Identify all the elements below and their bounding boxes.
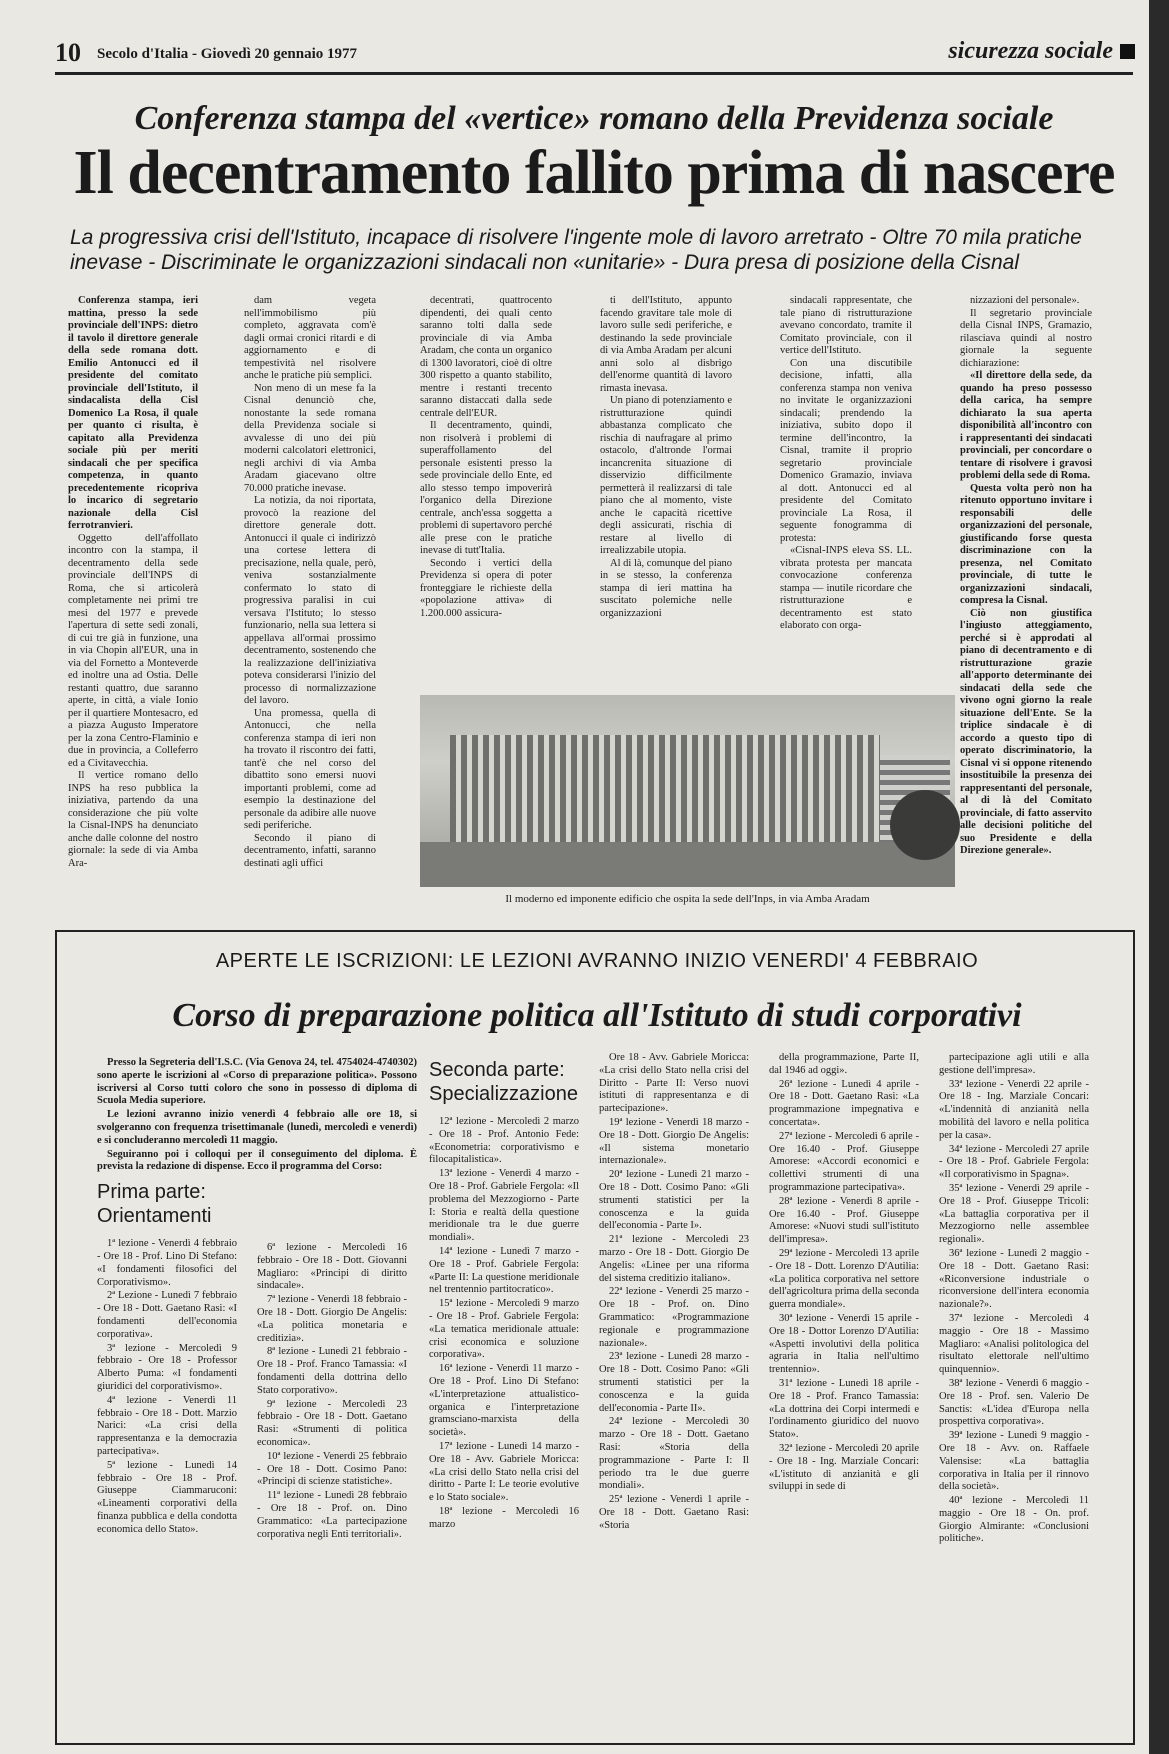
article-paragraph: «Cisnal-INPS eleva SS. LL. vibrata protesta per mancata convocazione conferenza stampa — inutile ricordare che ristrutturazione e decentramento est stato elaborato con orga-: [780, 545, 912, 631]
lesson-entry: 1ª lezione - Venerdì 4 febbraio - Ore 18 - Prof. Lino Di Stefano: «I fondamenti filosofici del Corporativismo».: [97, 1238, 237, 1288]
lesson-entry: 11ª lezione - Lunedì 28 febbraio - Ore 18 - Prof. on. Dino Grammatico: «La partecipazione corporativa negli Enti territoriali».: [257, 1490, 407, 1540]
course-column-3: [429, 1052, 579, 1737]
article-paragraph: Una promessa, quella di Antonucci, che nella conferenza stampa di ieri non ha trovato il riscontro dei fatti, tant'è che nel corso del dibattito sono emersi nuovi importanti problemi, come ad esempio la destinazione del personale da adibire alle nuove sedi periferiche.: [244, 707, 376, 831]
course-intro-paragraph: Seguiranno poi i colloqui per il conseguimento del diploma. È prevista la redazione di dispense. Ecco il programma del Corso:: [97, 1148, 417, 1173]
photo-caption: Il moderno ed imponente edificio che ospita la sede dell'Inps, in via Amba Aradam: [505, 893, 870, 905]
lesson-entry: 29ª lezione - Mercoledì 13 aprile - Ore 18 - Dott. Lorenzo D'Autilia: «La politica corporativa nel settore dell'agricoltura prima della seconda guerra mondiale».: [769, 1247, 919, 1311]
lesson-entry: 28ª lezione - Venerdì 8 aprile - Ore 16.40 - Prof. Giuseppe Amorese: «Nuovi studi sull'istituto dell'impresa».: [769, 1195, 919, 1246]
page-number: 10: [55, 38, 81, 67]
article-column-5: [780, 295, 912, 631]
course-column-5: [769, 1052, 919, 1737]
photo-ground: [420, 842, 955, 887]
lesson-entry: 39ª lezione - Lunedì 9 maggio - Ore 18 - Avv. on. Raffaele Valensise: «La battaglia corporativa in Italia per il rinnovo della società».: [939, 1430, 1089, 1493]
lesson-entry: 7ª lezione - Venerdì 18 febbraio - Ore 18 - Dott. Giorgio De Angelis: «La politica monetaria e creditizia».: [257, 1294, 407, 1344]
lesson-entry: 23ª lezione - Lunedì 28 marzo - Ore 18 - Dott. Cosimo Pano: «Gli strumenti statistici per la conoscenza e la guida dell'economia - Parte II».: [599, 1351, 749, 1414]
header-rule: [55, 72, 1133, 75]
article-subhead: La progressiva crisi dell'Istituto, incapace di risolvere l'ingente mole di lavoro arretrato - Oltre 70 mila pratiche inevase - Discriminate le organizzazioni sindacali non «unitarie» - Dura presa di posizione della Cisnal: [70, 226, 1082, 274]
article-paragraph: Conferenza stampa, ieri mattina, presso la sede provinciale dell'INPS: dietro il tavolo il direttore generale della sede romana dott. Emilio Antonucci ed il presidente del comitato provinciale dell'Istituto, il sindacalista della Cisl Domenico La Rosa, il quale per quanto ci risulta, è capitato alla Previdenza sociale più per meriti sindacali che per specifica competenza, in quanto precedentemente ricopriva lo incarico di segretario nazionale della Cisl ferrotranvieri.: [68, 295, 198, 531]
lesson-entry: 2ª Lezione - Lunedì 7 febbraio - Ore 18 - Dott. Gaetano Rasi: «I fondamenti dell'economia corporativa».: [97, 1290, 237, 1340]
course-intro-paragraph: Presso la Segreteria dell'I.S.C. (Via Genova 24, tel. 4754024-4740302) sono aperte le iscrizioni al «Corso di preparazione politica». Possono iscriversi al Corso tutti coloro che sono in possesso di diploma di Scuola Media superiore.: [97, 1057, 417, 1107]
lesson-entry: 9ª lezione - Mercoledì 23 febbraio - Ore 18 - Dott. Gaetano Rasi: «Strumenti di politica economica».: [257, 1398, 407, 1448]
lesson-entry: 12ª lezione - Mercoledì 2 marzo - Ore 18 - Prof. Antonio Fede: «Econometria: corporativismo e filocapitalistica».: [429, 1116, 579, 1166]
lessons-list-6: [939, 1052, 1089, 1546]
lesson-entry: della programmazione, Parte II, dal 1946 ad oggi».: [769, 1052, 919, 1076]
article-paragraph: «Il direttore della sede, da quando ha preso possesso della carica, ha sempre dichiarato la sua aperta disponibilità all'incontro con i rappresentanti dei sindacati provinciali, per concordare o tentare di risolvere i gravosi problemi della sede di Roma.: [960, 370, 1092, 481]
lessons-list-2: [257, 1242, 407, 1541]
photo-tree: [890, 790, 960, 860]
lessons-list-3: [429, 1116, 579, 1532]
lesson-entry: 13ª lezione - Venerdì 4 marzo - Ore 18 - Prof. Gabriele Fergola: «Il problema del Mezzogiorno - Parte I: Storia e realtà della questione meridionale tra le due guerre mondiali».: [429, 1168, 579, 1244]
lesson-entry: partecipazione agli utili e alla gestione dell'impresa».: [939, 1052, 1089, 1076]
lesson-entry: 4ª lezione - Venerdì 11 febbraio - Ore 18 - Dott. Marzio Narici: «La crisi della rappresentanza e la democrazia partecipativa».: [97, 1394, 237, 1457]
lesson-entry: 6ª lezione - Mercoledì 16 febbraio - Ore 18 - Dott. Giovanni Magliaro: «Principi di diritto sindacale».: [257, 1242, 407, 1292]
lesson-entry: 8ª lezione - Lunedì 21 febbraio - Ore 18 - Prof. Franco Tamassia: «I fondamenti della dottrina dello Stato corporativo».: [257, 1346, 407, 1396]
article-paragraph: Il segretario provinciale della Cisnal INPS, Gramazio, rilasciava quindi al nostro giornale la seguente dichiarazione:: [960, 307, 1092, 369]
article-column-6: [960, 295, 1092, 905]
lesson-entry: 10ª lezione - Venerdì 25 febbraio - Ore 18 - Dott. Cosimo Pano: «Principi di scienze statistiche».: [257, 1450, 407, 1488]
article-paragraph: Questa volta però non ha ritenuto opportuno invitare i responsabili delle organizzazioni del personale, giustificando forse questa discriminazione con la presenza, nel Comitato provinciale, di tutte le organizzazioni sindacali, compresa la Cisnal.: [960, 482, 1092, 606]
lesson-entry: 21ª lezione - Mercoledì 23 marzo - Ore 18 - Dott. Giorgio De Angelis: «Linee per una riforma del sistema creditizio italiano».: [599, 1234, 749, 1284]
lesson-entry: 32ª lezione - Mercoledì 20 aprile - Ore 18 - Ing. Marziale Concari: «L'istituto di anzianità e gli sviluppi in sede di: [769, 1442, 919, 1493]
lesson-entry: 14ª lezione - Lunedì 7 marzo - Ore 18 - Prof. Gabriele Fergola: «Parte II: La questione meridionale nel trentennio partitocratico».: [429, 1245, 579, 1296]
course-column-4: [599, 1052, 749, 1737]
lesson-entry: 34ª lezione - Mercoledì 27 aprile - Ore 18 - Prof. Gabriele Fergola: «Il corporativismo in Spagna».: [939, 1143, 1089, 1181]
lesson-entry: 36ª lezione - Lunedì 2 maggio - Ore 18 - Dott. Gaetano Rasi: «Riconversione industriale o riconversione dell'intera economia nazionale?».: [939, 1247, 1089, 1311]
lesson-entry: 40ª lezione - Mercoledì 11 maggio - Ore 18 - On. prof. Giorgio Almirante: «Conclusioni politiche».: [939, 1495, 1089, 1545]
article-paragraph: Con una discutibile decisione, infatti, alla conferenza stampa non veniva no invitate le organizzazioni sindacali; prendendo la iniziativa, subito dopo il termine dell'incontro, la Cisnal, tramite il proprio segretario provinciale Domenico Gramazio, inviava al dott. Antonucci ed al presidente del Comitato provinciale La Rosa, il seguente fonogramma di protesta:: [780, 357, 912, 544]
lesson-entry: 22ª lezione - Venerdì 25 marzo - Ore 18 - Prof. on. Dino Grammatico: «Programmazione regionale e programmazione nazionale».: [599, 1286, 749, 1349]
article-column-1: [68, 295, 198, 905]
article-paragraph: sindacali rappresentate, che tale piano di ristrutturazione avevano concordato, tramite il Comitato provinciale, con il vertice dell'Istituto.: [780, 295, 912, 356]
course-title: Corso di preparazione politica all'Istituto di studi corporativi: [172, 997, 1022, 1034]
lesson-entry: 38ª lezione - Venerdì 6 maggio - Ore 18 - Prof. sen. Valerio De Sanctis: «L'idea d'Europa nella prospettiva corporativa».: [939, 1377, 1089, 1428]
lessons-list-1: [97, 1238, 237, 1536]
inps-building-photo: [420, 695, 955, 887]
course-column-2: [257, 1242, 407, 1737]
lessons-list-5: [769, 1052, 919, 1494]
article-paragraph: nizzazioni del personale».: [970, 295, 1080, 306]
article-paragraph: Oggetto dell'affollato incontro con la stampa, il decentramento della sede provinciale dell'INPS di Roma, che si articolerà completamente nei primi tre mesi del 1977 e prevede l'apertura di sette sedi zonali, di cui tre già in funzione, una in via Chopin all'EUR, una in via del Fornetto a Monteverde ed inoltre una ad Ostia. Delle restanti quattro, due saranno aperte, in città, a viale Ionio per il quartiere Montesacro, ed a piazza Augusto Imperatore per la zona Centro-Flaminio e due in provincia, a Colleferro ed a Civitavecchia.: [68, 532, 198, 769]
lesson-entry: 31ª lezione - Lunedì 18 aprile - Ore 18 - Prof. Franco Tamassia: «La dottrina dei Corpi intermedi e l'ordinamento giuridico del nuovo Stato».: [769, 1377, 919, 1441]
lesson-entry: 20ª lezione - Lunedì 21 marzo - Ore 18 - Dott. Cosimo Pano: «Gli strumenti statistici per la conoscenza e la guida dell'economia - Parte I».: [599, 1169, 749, 1232]
article-paragraph: Ciò non giustifica l'ingiusto atteggiamento, perché si è approdati al piano di decentramento e di ristrutturazione grazie all'apporto determinante dei sindacati della sede che vivono ogni giorno la reale situazione dell'Ente. Se la triplice sindacale è di accordo a questo tipo di operato discriminatorio, la Cisnal vi si oppone ritenendo insostituibile la presenza dei rappresentanti del personale, al di là del Comitato provinciale, di fatto asservito alle decisioni politiche del suo Presidente e della Direzione generale».: [960, 607, 1092, 856]
lesson-entry: 26ª lezione - Lunedì 4 aprile - Ore 18 - Dott. Gaetano Rasi: «La programmazione impegnativa e concertata».: [769, 1078, 919, 1128]
lesson-entry: 5ª lezione - Lunedì 14 febbraio - Ore 18 - Prof. Giuseppe Ciammaruconi: «Lineamenti corporativi della finanza pubblica e della condotta economica dello Stato».: [97, 1459, 237, 1535]
lesson-entry: 30ª lezione - Venerdì 15 aprile - Ore 18 - Dottor Lorenzo D'Autilia: «Aspetti involutivi della politica agraria in Italia nell'ultimo trentennio».: [769, 1312, 919, 1376]
scan-edge: [1149, 0, 1169, 1754]
part2-title: Seconda parte: Specializzazione: [429, 1059, 578, 1105]
article-paragraph: Secondo il piano di decentramento, infatti, saranno destinati agli uffici: [244, 832, 376, 869]
lesson-entry: 37ª lezione - Mercoledì 4 maggio - Ore 18 - Massimo Magliaro: «Analisi politologica del risultato elettorale nell'ultimo quinquennio».: [939, 1312, 1089, 1376]
article-paragraph: Il decentramento, quindi, non risolverà i problemi di superaffollamento del personale esistenti presso la sede provinciale dello Ente, ed allo stesso tempo impoverirà l'organico della Direzione centrale, anch'essa soggetta a problemi di supertavoro perché alle prese con le pratiche inevase di tutt'Italia.: [420, 420, 552, 556]
article-paragraph: Non meno di un mese fa la Cisnal denunciò che, nonostante la sede romana della Previdenza sociale si avvalesse di uno dei più moderni calcolatori elettronici, negli archivi di via Amba Aradam giacevano oltre 70.000 pratiche inevase.: [244, 382, 376, 494]
section-name: sicurezza sociale: [948, 38, 1113, 64]
lesson-entry: 24ª lezione - Mercoledì 30 marzo - Ore 18 - Dott. Gaetano Rasi: «Storia della programmazione - Parte I: Il periodo tra le due guerre mondiali».: [599, 1416, 749, 1492]
article-kicker: Conferenza stampa del «vertice» romano della Previdenza sociale: [134, 100, 1054, 137]
article-headline: Il decentramento fallito prima di nascere: [73, 139, 1115, 207]
article-paragraph: Un piano di potenziamento e ristrutturazione quindi abbastanza complicato che rischia di naufragare al primo ostacolo, d'altronde l'ormai incancrenita situazione di disservizio difficilmente permetterà il realizzarsi di tale piano che al momento, viste anche le capacità ricettive degli assicurati, rischia di restare al livello di irrealizzabile utopia.: [600, 395, 732, 556]
section-square-icon: [1120, 44, 1135, 59]
page-header: [55, 38, 1135, 68]
lessons-list-4: [599, 1052, 749, 1532]
course-intro-paragraph: Le lezioni avranno inizio venerdì 4 febbraio alle ore 18, si svolgeranno con frequenza trisettimanale (lunedì, mercoledì e venerdì) e si concluderanno mercoledì 11 maggio.: [97, 1109, 417, 1146]
lesson-entry: 19ª lezione - Venerdì 18 marzo - Ore 18 - Dott. Giorgio De Angelis: «Il sistema monetario internazionale».: [599, 1116, 749, 1167]
lesson-entry: 25ª lezione - Venerdì 1 aprile - Ore 18 - Dott. Gaetano Rasi: «Storia: [599, 1494, 749, 1531]
article-paragraph: ti dell'Istituto, appunto facendo gravitare tale mole di lavoro sulle sedi periferiche, e destinando la sede provinciale di via Amba Aradam per alcuni anni solo al disbrigo dell'enorme quantità di lavoro rimasta inevasa.: [600, 295, 732, 394]
lesson-entry: 27ª lezione - Mercoledì 6 aprile - Ore 16.40 - Prof. Giuseppe Amorese: «Accordi economici e collettivi strumenti di una programmazione partecipativa».: [769, 1130, 919, 1193]
article-paragraph: La notizia, da noi riportata, provocò la reazione del direttore generale dott. Antonucci il quale ci indirizzò una cortese lettera di precisazione, nella quale, però, veniva sostanzialmente confermato lo stato di progressiva paralisi in cui versava l'Istituto; lo stesso funzionario, nella sua lettera si appellava all'ormai prossimo decentramento, sostenendo che la realizzazione dell'iniziativa poteva considerarsi l'inizio del processo di normalizzazione del lavoro.: [244, 495, 376, 706]
lesson-entry: 3ª lezione - Mercoledì 9 febbraio - Ore 18 - Professor Alberto Puma: «I fondamenti giuridici del corporativismo».: [97, 1342, 237, 1392]
publication-dateline: Secolo d'Italia - Giovedì 20 gennaio 1977: [97, 46, 358, 62]
article-paragraph: Al di là, comunque del piano in se stesso, la conferenza stampa di ieri mattina ha suscitato polemiche nelle organizzazioni: [600, 557, 732, 619]
article-column-4: [600, 295, 732, 625]
article-paragraph: Il vertice romano dello INPS ha reso pubblica la iniziativa, partendo da una considerazione che più volte la Cisnal-INPS ha denunciato anche dalle colonne del nostro giornale: la sede di via Amba Ara-: [68, 770, 198, 869]
article-paragraph: Secondo i vertici della Previdenza si opera di poter fronteggiare le richieste della «popolazione attiva» di 1.200.000 assicura-: [420, 557, 552, 619]
course-banner: APERTE LE ISCRIZIONI: LE LEZIONI AVRANNO INIZIO VENERDI' 4 FEBBRAIO: [215, 950, 979, 972]
part1-title: Prima parte: Orientamenti: [97, 1181, 212, 1228]
course-announcement-box: [55, 930, 1135, 1745]
lesson-entry: 15ª lezione - Mercoledì 9 marzo - Ore 18 - Prof. Gabriele Fergola: «La tematica meridionale attuale: crisi economica e soluzione corporativa».: [429, 1298, 579, 1361]
photo-building-facade: [450, 735, 880, 845]
lesson-entry: Ore 18 - Avv. Gabriele Moricca: «La crisi dello Stato nella crisi del Diritto - Parte II: Verso nuovi istituti di rappresentanza e di partecipazione».: [599, 1052, 749, 1115]
lesson-entry: 16ª lezione - Venerdì 11 marzo - Ore 18 - Prof. Lino Di Stefano: «L'interpretazione attualistico-organica e l'interpretazione gramsciano-marxista della società».: [429, 1363, 579, 1439]
article-column-3: [420, 295, 552, 625]
lesson-entry: 17ª lezione - Lunedì 14 marzo - Ore 18 - Avv. Gabriele Moricca: «La crisi dello Stato nella crisi del diritto - Parte I: Le teorie evolutive e lo Stato sociale».: [429, 1440, 579, 1504]
course-column-6: [939, 1052, 1089, 1737]
course-intro: [97, 1057, 417, 1174]
lesson-entry: 35ª lezione - Venerdì 29 aprile - Ore 18 - Prof. Giuseppe Tricoli: «La battaglia corporativa per il Mezzogiorno nelle assemblee regionali».: [939, 1182, 1089, 1246]
lesson-entry: 18ª lezione - Mercoledì 16 marzo: [429, 1505, 579, 1530]
article-paragraph: decentrati, quattrocento dipendenti, dei quali cento saranno tolti dalla sede provinciale di via Amba Aradam, che conta un organico di 1300 lavoratori, cioè di oltre 300 rispetto a quanto stabilito, mentre i restanti trecento saranno distaccati dalla sede centrale dell'EUR.: [420, 295, 552, 419]
article-column-2: [244, 295, 376, 905]
article-paragraph: dam vegeta nell'immobilismo più completo, aggravata com'è dagli ormai cronici ritardi e di aggiornamento e di tempestività nel risolvere anche le pratiche più semplici.: [244, 295, 376, 381]
lesson-entry: 33ª lezione - Venerdì 22 aprile - Ore 18 - Ing. Marziale Concari: «L'indennità di anzianità nella mobilità del lavoro e nella politica per la casa».: [939, 1078, 1089, 1141]
